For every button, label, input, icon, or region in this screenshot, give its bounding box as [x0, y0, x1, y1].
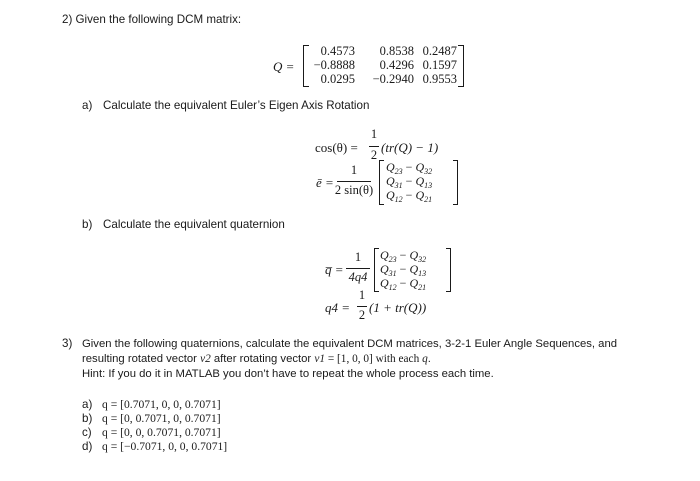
part-a-text: Calculate the equivalent Euler’s Eigen Axis Rotation	[103, 99, 370, 112]
eq-cos-lhs: cos(θ) =	[315, 140, 358, 155]
part-b-label: b)	[82, 218, 93, 231]
part-b-text: Calculate the equivalent quaternion	[103, 218, 285, 231]
line2-text-a: resulting rotated vector	[82, 353, 201, 365]
matrix-cell: 0.2487	[422, 44, 457, 58]
qvec-right-bracket	[446, 248, 451, 292]
eq-axis-frac-bar	[337, 181, 371, 182]
axis-vector-entry: $Q_{23} - Q_{32}$	[386, 160, 433, 176]
eq-axis-den: 2 sin(θ)	[334, 183, 374, 197]
item-value: q = [0, 0, 0.7071, 0.7071]	[102, 426, 221, 439]
v1-symbol: v1	[314, 353, 326, 365]
list-item	[82, 440, 228, 454]
matrix-cell: 0.1597	[422, 58, 457, 72]
list-item	[82, 426, 221, 440]
list-item	[82, 412, 221, 426]
eq-axis-num: 1	[350, 163, 358, 177]
eq-q4-lhs: q4 =	[325, 300, 351, 315]
line2-text-b: after rotating vector	[210, 353, 315, 365]
list-item	[82, 398, 221, 412]
item-label: d)	[82, 440, 93, 453]
matrix-cell: 0.4296	[379, 58, 414, 72]
eq-cos-frac-bar	[369, 146, 379, 147]
item-label: a)	[82, 398, 93, 411]
eq-qvec-lhs: q̅ =	[325, 262, 344, 277]
problem-3-line-1: Given the following quaternions, calculate the equivalent DCM matrices, 3-2-1 Euler Angle Sequences, and	[82, 338, 618, 350]
eq-cos-den: 2	[370, 148, 378, 162]
problem-3-line-2	[82, 352, 431, 366]
axis-vector-entry: $Q_{31} - Q_{13}$	[386, 174, 433, 190]
item-label: c)	[82, 426, 92, 439]
eq-cos-num: 1	[370, 127, 378, 141]
eq-qvec-num: 1	[354, 250, 362, 264]
eq-qvec-den: 4q4	[348, 270, 368, 284]
matrix-cell: −0.2940	[372, 72, 414, 86]
problem-3-hint: Hint: If you do it in MATLAB you don’t have to repeat the whole process each time.	[82, 368, 494, 380]
problem-3-number: 3)	[62, 337, 73, 350]
line2-text-d: .	[427, 353, 431, 365]
matrix-cell: 0.9553	[422, 72, 457, 86]
matrix-right-bracket	[458, 45, 464, 87]
item-value: q = [0, 0.7071, 0, 0.7071]	[102, 412, 221, 425]
eq-cos-rhs: (tr(Q) − 1)	[381, 140, 439, 155]
eq-axis-lhs: ē =	[316, 175, 334, 190]
matrix-label: Q =	[273, 59, 295, 74]
eq-q4-frac-bar	[357, 306, 367, 307]
q-symbol: q	[422, 353, 428, 365]
qvec-entry: $Q_{12} - Q_{21}$	[380, 276, 427, 292]
eq-q4-num: 1	[358, 288, 366, 302]
matrix-cell: 0.4573	[320, 44, 355, 58]
eq-q4-den: 2	[358, 308, 366, 322]
matrix-cell: 0.8538	[379, 44, 414, 58]
item-label: b)	[82, 412, 93, 425]
axis-vec-right-bracket	[453, 160, 458, 205]
item-value: q = [0.7071, 0, 0, 0.7071]	[102, 398, 221, 411]
eq-q4-rhs: (1 + tr(Q))	[369, 300, 427, 315]
eq-qvec-frac-bar	[346, 268, 370, 269]
qvec-left-bracket	[374, 248, 379, 292]
matrix-cell: 0.0295	[320, 72, 355, 86]
v2-symbol: v2	[200, 353, 211, 365]
axis-vec-left-bracket	[379, 160, 384, 205]
matrix-cell: −0.8888	[313, 58, 355, 72]
qvec-entry: $Q_{23} - Q_{32}$	[380, 248, 427, 264]
line2-text-c: = [1, 0, 0] with each	[325, 353, 423, 365]
item-value: q = [−0.7071, 0, 0, 0.7071]	[102, 440, 228, 453]
axis-vector-entry: $Q_{12} - Q_{21}$	[386, 188, 433, 204]
part-a-label: a)	[82, 99, 93, 112]
problem-2-header: 2) Given the following DCM matrix:	[62, 13, 242, 26]
qvec-entry: $Q_{31} - Q_{13}$	[380, 262, 427, 278]
